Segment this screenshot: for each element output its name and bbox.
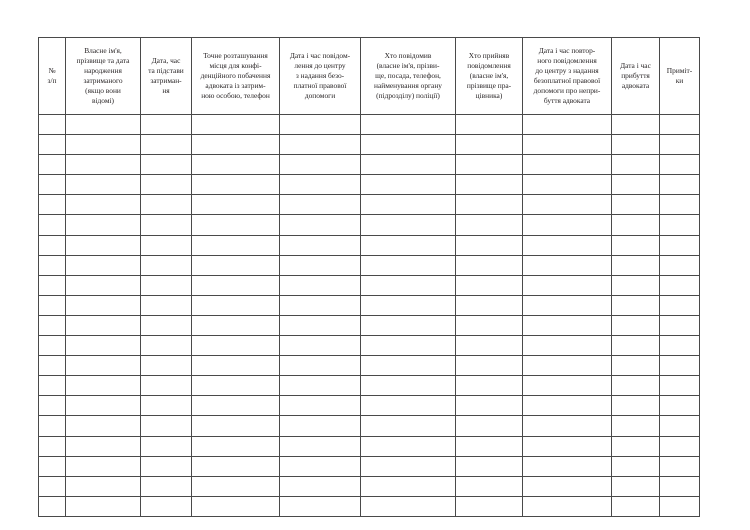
table-cell-notes[interactable] [660,175,700,195]
table-cell-num[interactable] [39,456,66,476]
table-cell-notes[interactable] [660,436,700,456]
table-row [39,295,700,315]
table-cell-location[interactable] [192,496,280,516]
table-cell-arrival[interactable] [612,155,660,175]
table-cell-detention[interactable] [141,476,192,496]
table-cell-location[interactable] [192,175,280,195]
table-cell-name[interactable] [66,215,141,235]
table-cell-location[interactable] [192,155,280,175]
table-cell-who-received[interactable] [456,155,523,175]
table-cell-notified[interactable] [280,436,361,456]
table-cell-detention[interactable] [141,416,192,436]
table-cell-notified[interactable] [280,295,361,315]
table-cell-num[interactable] [39,416,66,436]
table-cell-name[interactable] [66,275,141,295]
table-cell-who-notified[interactable] [361,416,456,436]
table-cell-notes[interactable] [660,115,700,135]
table-cell-who-received[interactable] [456,456,523,476]
table-row [39,175,700,195]
table-row [39,376,700,396]
table-cell-num[interactable] [39,496,66,516]
table-cell-who-notified[interactable] [361,336,456,356]
table-cell-arrival[interactable] [612,215,660,235]
table-cell-notified[interactable] [280,396,361,416]
table-cell-detention[interactable] [141,235,192,255]
column-header-location [192,38,280,115]
column-header-number [39,38,66,115]
table-cell-name[interactable] [66,255,141,275]
table-cell-location[interactable] [192,456,280,476]
table-cell-who-notified[interactable] [361,195,456,215]
table-cell-notes[interactable] [660,456,700,476]
table-cell-repeat[interactable] [523,215,612,235]
column-header-repeat-notice [523,38,612,115]
table-cell-repeat[interactable] [523,476,612,496]
table-cell-who-notified[interactable] [361,396,456,416]
table-cell-location[interactable] [192,356,280,376]
table-cell-detention[interactable] [141,496,192,516]
column-header-name-label: Власне ім'я, прізвище та дата народження затриманого (якщо вони відомі) [76,45,130,106]
column-header-notified-label: Дата і час повідом- лення до центру з надання безо- платної правової допомоги [289,50,351,101]
table-cell-who-notified[interactable] [361,436,456,456]
column-header-arrival-label: Дата і час прибуття адвоката [620,60,651,91]
column-header-notes-label: Приміт- ки [666,65,693,85]
table-cell-arrival[interactable] [612,396,660,416]
table-cell-location[interactable] [192,255,280,275]
table-row [39,496,700,516]
table-cell-notified[interactable] [280,315,361,335]
table-cell-name[interactable] [66,175,141,195]
table-cell-detention[interactable] [141,396,192,416]
table-cell-repeat[interactable] [523,235,612,255]
table-cell-repeat[interactable] [523,175,612,195]
table-cell-who-notified[interactable] [361,255,456,275]
table-row [39,195,700,215]
table-cell-who-received[interactable] [456,356,523,376]
table-cell-detention[interactable] [141,295,192,315]
table-row [39,275,700,295]
table-cell-notes[interactable] [660,295,700,315]
table-cell-num[interactable] [39,155,66,175]
table-cell-notified[interactable] [280,215,361,235]
table-cell-name[interactable] [66,135,141,155]
register-table [38,37,700,517]
table-cell-repeat[interactable] [523,436,612,456]
table-cell-num[interactable] [39,295,66,315]
table-cell-repeat[interactable] [523,115,612,135]
table-cell-who-notified[interactable] [361,135,456,155]
table-cell-arrival[interactable] [612,356,660,376]
table-cell-num[interactable] [39,436,66,456]
table-cell-arrival[interactable] [612,336,660,356]
table-cell-who-notified[interactable] [361,315,456,335]
table-cell-detention[interactable] [141,155,192,175]
table-cell-notes[interactable] [660,315,700,335]
table-row [39,416,700,436]
table-row [39,456,700,476]
table-cell-notes[interactable] [660,275,700,295]
table-cell-who-notified[interactable] [361,476,456,496]
table-cell-notified[interactable] [280,175,361,195]
table-row [39,115,700,135]
table-row [39,356,700,376]
table-cell-num[interactable] [39,275,66,295]
table-cell-repeat[interactable] [523,456,612,476]
table-cell-num[interactable] [39,396,66,416]
column-header-notified [280,38,361,115]
table-cell-location[interactable] [192,416,280,436]
table-cell-who-received[interactable] [456,115,523,135]
table-cell-detention[interactable] [141,376,192,396]
table-cell-who-notified[interactable] [361,215,456,235]
table-cell-detention[interactable] [141,175,192,195]
table-cell-repeat[interactable] [523,376,612,396]
table-cell-notes[interactable] [660,356,700,376]
column-header-location-label: Точне розташування місця для конфі- денційного побачення адвоката із затрим- ною особою, телефон [200,50,271,101]
table-cell-notified[interactable] [280,476,361,496]
table-cell-num[interactable] [39,336,66,356]
table-cell-location[interactable] [192,215,280,235]
table-cell-detention[interactable] [141,436,192,456]
table-cell-who-notified[interactable] [361,175,456,195]
table-cell-detention[interactable] [141,255,192,275]
table-cell-who-notified[interactable] [361,235,456,255]
table-cell-who-received[interactable] [456,376,523,396]
table-cell-num[interactable] [39,175,66,195]
column-header-who-received-label: Хто прийняв повідомлення (власне ім'я, прізвище пра- цівника) [466,50,512,101]
table-cell-name[interactable] [66,315,141,335]
table-cell-arrival[interactable] [612,235,660,255]
table-cell-num[interactable] [39,235,66,255]
table-cell-name[interactable] [66,456,141,476]
table-cell-notes[interactable] [660,135,700,155]
column-header-who-notified [361,38,456,115]
table-cell-notes[interactable] [660,376,700,396]
table-cell-arrival[interactable] [612,456,660,476]
table-cell-arrival[interactable] [612,115,660,135]
table-cell-detention[interactable] [141,336,192,356]
table-cell-name[interactable] [66,235,141,255]
table-cell-notes[interactable] [660,336,700,356]
table-cell-repeat[interactable] [523,496,612,516]
table-cell-who-received[interactable] [456,476,523,496]
table-cell-notes[interactable] [660,195,700,215]
table-cell-num[interactable] [39,376,66,396]
table-cell-name[interactable] [66,496,141,516]
table-cell-notes[interactable] [660,255,700,275]
table-row [39,436,700,456]
table-cell-notes[interactable] [660,155,700,175]
table-cell-who-notified[interactable] [361,295,456,315]
table-cell-location[interactable] [192,376,280,396]
table-cell-num[interactable] [39,215,66,235]
table-cell-notified[interactable] [280,376,361,396]
table-cell-who-received[interactable] [456,235,523,255]
table-cell-notes[interactable] [660,235,700,255]
table-cell-who-notified[interactable] [361,496,456,516]
table-cell-repeat[interactable] [523,315,612,335]
column-header-name [66,38,141,115]
column-header-number-label: № з/п [47,65,57,85]
table-cell-num[interactable] [39,135,66,155]
table-cell-num[interactable] [39,195,66,215]
table-cell-arrival[interactable] [612,416,660,436]
table-cell-who-received[interactable] [456,275,523,295]
table-cell-who-notified[interactable] [361,456,456,476]
table-cell-notified[interactable] [280,336,361,356]
table-cell-repeat[interactable] [523,416,612,436]
table-cell-who-received[interactable] [456,416,523,436]
table-cell-notes[interactable] [660,476,700,496]
table-cell-arrival[interactable] [612,255,660,275]
table-cell-location[interactable] [192,336,280,356]
table-cell-notes[interactable] [660,396,700,416]
table-cell-num[interactable] [39,356,66,376]
table-cell-num[interactable] [39,115,66,135]
column-header-repeat-notice-label: Дата і час повтор- ного повідомлення до центру з надання безоплатної правової допомоги про непри- буття адвоката [533,45,601,106]
table-cell-num[interactable] [39,315,66,335]
table-cell-who-received[interactable] [456,396,523,416]
table-cell-repeat[interactable] [523,255,612,275]
table-cell-repeat[interactable] [523,195,612,215]
table-cell-notified[interactable] [280,235,361,255]
table-cell-arrival[interactable] [612,436,660,456]
table-cell-arrival[interactable] [612,195,660,215]
table-row [39,155,700,175]
table-cell-who-received[interactable] [456,336,523,356]
table-cell-arrival[interactable] [612,376,660,396]
table-cell-who-received[interactable] [456,496,523,516]
column-header-detention-label: Дата, час та підстави затриман- ня [148,55,184,96]
table-cell-num[interactable] [39,255,66,275]
table-cell-location[interactable] [192,295,280,315]
table-cell-repeat[interactable] [523,336,612,356]
table-cell-name[interactable] [66,396,141,416]
table-cell-detention[interactable] [141,195,192,215]
table-cell-location[interactable] [192,195,280,215]
table-cell-repeat[interactable] [523,295,612,315]
table-cell-name[interactable] [66,155,141,175]
table-cell-who-received[interactable] [456,255,523,275]
table-cell-name[interactable] [66,376,141,396]
column-header-who-received [456,38,523,115]
table-cell-who-received[interactable] [456,195,523,215]
table-cell-name[interactable] [66,356,141,376]
table-cell-repeat[interactable] [523,396,612,416]
table-cell-notified[interactable] [280,115,361,135]
table-row [39,255,700,275]
table-cell-name[interactable] [66,436,141,456]
table-cell-who-notified[interactable] [361,376,456,396]
table-cell-notified[interactable] [280,155,361,175]
table-cell-repeat[interactable] [523,356,612,376]
table-cell-who-received[interactable] [456,436,523,456]
column-header-notes [660,38,700,115]
table-row [39,336,700,356]
table-cell-notified[interactable] [280,195,361,215]
table-cell-location[interactable] [192,436,280,456]
table-cell-detention[interactable] [141,456,192,476]
table-cell-repeat[interactable] [523,135,612,155]
table-cell-notified[interactable] [280,496,361,516]
table-row [39,215,700,235]
table-cell-location[interactable] [192,275,280,295]
table-cell-arrival[interactable] [612,496,660,516]
table-cell-arrival[interactable] [612,295,660,315]
table-cell-location[interactable] [192,115,280,135]
table-cell-detention[interactable] [141,215,192,235]
table-cell-name[interactable] [66,336,141,356]
table-cell-location[interactable] [192,235,280,255]
table-cell-name[interactable] [66,416,141,436]
column-header-detention [141,38,192,115]
table-row [39,476,700,496]
table-cell-arrival[interactable] [612,275,660,295]
table-row [39,135,700,155]
table-cell-detention[interactable] [141,275,192,295]
table-cell-who-received[interactable] [456,295,523,315]
table-cell-notes[interactable] [660,215,700,235]
column-header-who-notified-label: Хто повідомив (власне ім'я, прізви- ще, посада, телефон, найменування органу (підрозділу) поліції) [374,50,442,101]
table-cell-notes[interactable] [660,416,700,436]
header-row [39,38,700,115]
table-cell-location[interactable] [192,135,280,155]
table-cell-num[interactable] [39,476,66,496]
table-cell-arrival[interactable] [612,175,660,195]
table-cell-name[interactable] [66,476,141,496]
table-cell-who-received[interactable] [456,175,523,195]
table-cell-name[interactable] [66,195,141,215]
table-row [39,315,700,335]
table-cell-notified[interactable] [280,275,361,295]
table-cell-arrival[interactable] [612,476,660,496]
table-cell-location[interactable] [192,315,280,335]
table-cell-location[interactable] [192,476,280,496]
table-cell-who-received[interactable] [456,315,523,335]
table-cell-who-received[interactable] [456,135,523,155]
table-body [39,115,700,517]
table-cell-notified[interactable] [280,416,361,436]
table-cell-location[interactable] [192,396,280,416]
table-cell-who-received[interactable] [456,215,523,235]
table-row [39,396,700,416]
table-cell-detention[interactable] [141,315,192,335]
table-cell-who-notified[interactable] [361,115,456,135]
table-cell-detention[interactable] [141,356,192,376]
table-row [39,235,700,255]
table-cell-repeat[interactable] [523,155,612,175]
column-header-arrival [612,38,660,115]
table-cell-notified[interactable] [280,255,361,275]
table-cell-who-notified[interactable] [361,356,456,376]
table-cell-who-notified[interactable] [361,275,456,295]
table-cell-detention[interactable] [141,115,192,135]
table-cell-arrival[interactable] [612,135,660,155]
table-cell-notified[interactable] [280,456,361,476]
table-cell-detention[interactable] [141,135,192,155]
table-cell-notified[interactable] [280,135,361,155]
table-cell-notified[interactable] [280,356,361,376]
table-cell-who-notified[interactable] [361,155,456,175]
table-cell-name[interactable] [66,295,141,315]
table-cell-arrival[interactable] [612,315,660,335]
table-cell-notes[interactable] [660,496,700,516]
table-cell-repeat[interactable] [523,275,612,295]
table-cell-name[interactable] [66,115,141,135]
